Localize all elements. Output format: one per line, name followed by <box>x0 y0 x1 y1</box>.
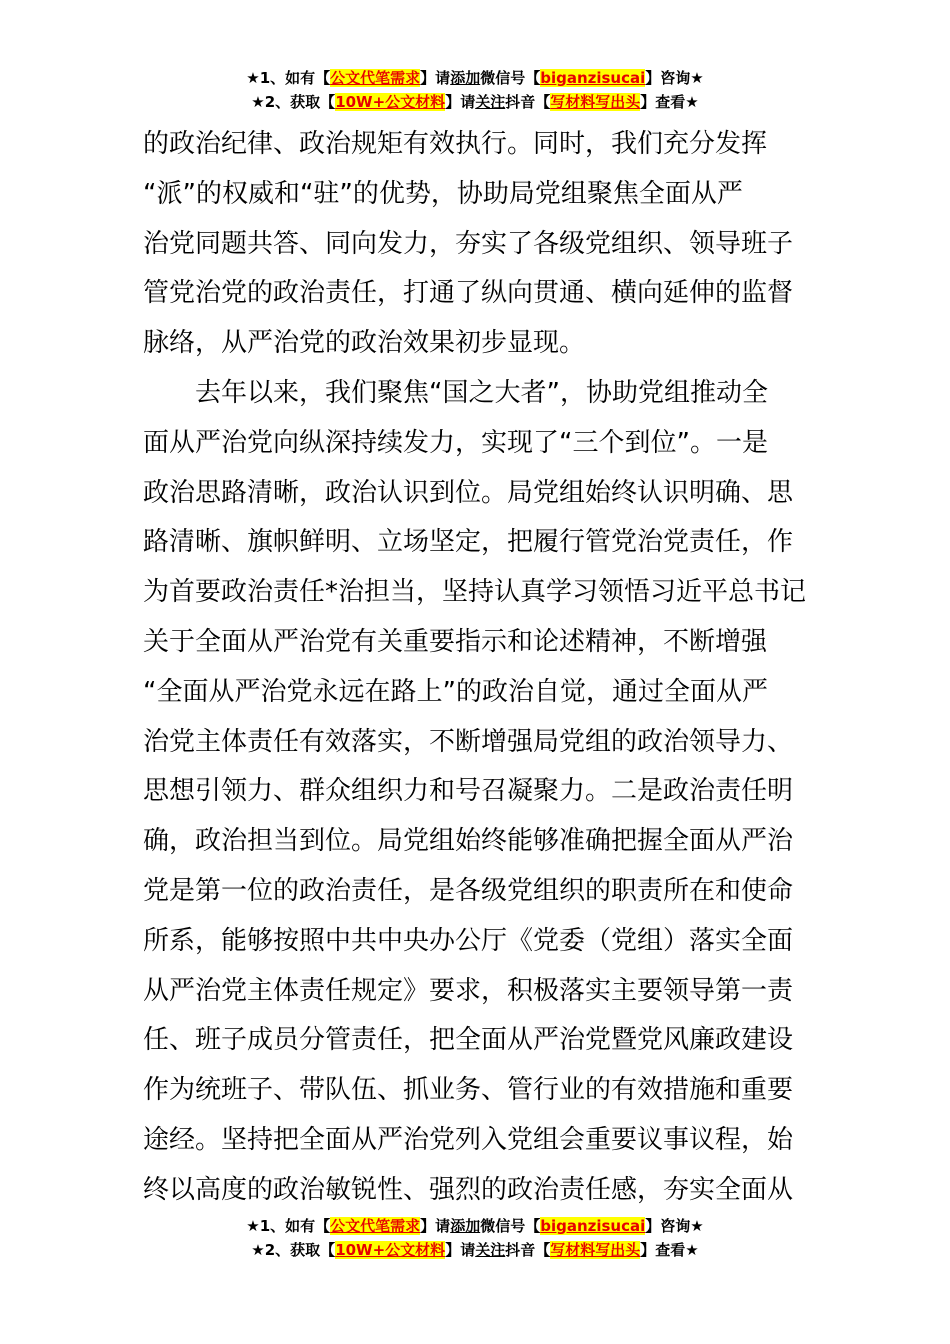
body-line: 终以高度的政治敏锐性、强烈的政治责任感，夯实全面从 <box>143 1174 794 1205</box>
body-line: 政治思路清晰，政治认识到位。局党组始终认识明确、思 <box>143 477 794 508</box>
body-line: 任、班子成员分管责任，把全面从严治党暨党风廉政建设 <box>143 1025 794 1056</box>
document-body <box>143 120 807 1216</box>
banner-text: 】咨询★ <box>645 1217 704 1235</box>
banner-underline: 关注 <box>475 93 506 111</box>
header-banner <box>0 66 950 114</box>
banner-text: 】请 <box>445 1241 476 1259</box>
banner-text: ★1、如有【 <box>246 1217 331 1235</box>
banner-text: ★2、获取【 <box>251 1241 336 1259</box>
banner-highlight: 公文代笔需求 <box>330 69 421 87</box>
banner-highlight: biganzisucai <box>540 1217 646 1235</box>
body-line: 所系，能够按照中共中央办公厅《党委（党组）落实全面 <box>143 925 794 956</box>
banner-line-2 <box>0 90 950 114</box>
banner-highlight: 写材料写出头 <box>550 93 641 111</box>
body-line: “派”的权威和“驻”的优势，协助局党组聚焦全面从严 <box>143 178 743 209</box>
body-line: 途经。坚持把全面从严治党列入党组会重要议事议程，始 <box>143 1124 794 1155</box>
footer-banner <box>0 1214 950 1262</box>
banner-line-2 <box>0 1238 950 1262</box>
banner-highlight: 公文代笔需求 <box>330 1217 421 1235</box>
body-line: 党是第一位的政治责任，是各级党组织的职责所在和使命 <box>143 875 794 906</box>
banner-text: ★2、获取【 <box>251 93 336 111</box>
body-line: 面从严治党向纵深持续发力，实现了“三个到位”。一是 <box>143 427 768 458</box>
banner-highlight: 写材料写出头 <box>550 1241 641 1259</box>
banner-text: 】查看★ <box>640 1241 699 1259</box>
body-line: 路清晰、旗帜鲜明、立场坚定，把履行管党治党责任，作 <box>143 527 794 558</box>
banner-text: 】查看★ <box>640 93 699 111</box>
banner-text: 微信号【 <box>480 1217 541 1235</box>
body-line: 去年以来，我们聚焦“国之大者”，协助党组推动全 <box>143 377 768 408</box>
banner-text: 】请 <box>420 69 451 87</box>
body-line: 从严治党主体责任规定》要求，积极落实主要领导第一责 <box>143 975 794 1006</box>
banner-underline: 关注 <box>475 1241 506 1259</box>
banner-line-1 <box>0 1214 950 1238</box>
body-line: 治党主体责任有效落实，不断增强局党组的政治领导力、 <box>143 726 794 757</box>
banner-highlight: 10W+公文材料 <box>335 93 446 111</box>
body-line: 关于全面从严治党有关重要指示和论述精神，不断增强 <box>143 626 768 657</box>
banner-highlight: biganzisucai <box>540 69 646 87</box>
banner-underline: 添加 <box>450 69 481 87</box>
banner-text: 】请 <box>445 93 476 111</box>
banner-line-1 <box>0 66 950 90</box>
banner-text: 】请 <box>420 1217 451 1235</box>
body-line: 为首要政治责任*治担当，坚持认真学习领悟习近平总书记 <box>143 577 807 608</box>
body-line: 确，政治担当到位。局党组始终能够准确把握全面从严治 <box>143 826 794 857</box>
body-line: 作为统班子、带队伍、抓业务、管行业的有效措施和重要 <box>143 1075 794 1106</box>
banner-highlight: 10W+公文材料 <box>335 1241 446 1259</box>
body-line: “全面从严治党永远在路上”的政治自觉，通过全面从严 <box>143 676 768 707</box>
body-line: 脉络，从严治党的政治效果初步显现。 <box>143 328 586 359</box>
banner-text: ★1、如有【 <box>246 69 331 87</box>
body-line: 管党治党的政治责任，打通了纵向贯通、横向延伸的监督 <box>143 278 794 309</box>
body-line: 的政治纪律、政治规矩有效执行。同时，我们充分发挥 <box>143 129 768 159</box>
body-line: 治党同题共答、同向发力，夯实了各级党组织、领导班子 <box>143 228 794 259</box>
banner-text: 微信号【 <box>480 69 541 87</box>
banner-text: 】咨询★ <box>645 69 704 87</box>
body-line: 思想引领力、群众组织力和号召凝聚力。二是政治责任明 <box>143 776 794 807</box>
banner-underline: 添加 <box>450 1217 481 1235</box>
banner-text: 抖音【 <box>505 93 551 111</box>
banner-text: 抖音【 <box>505 1241 551 1259</box>
